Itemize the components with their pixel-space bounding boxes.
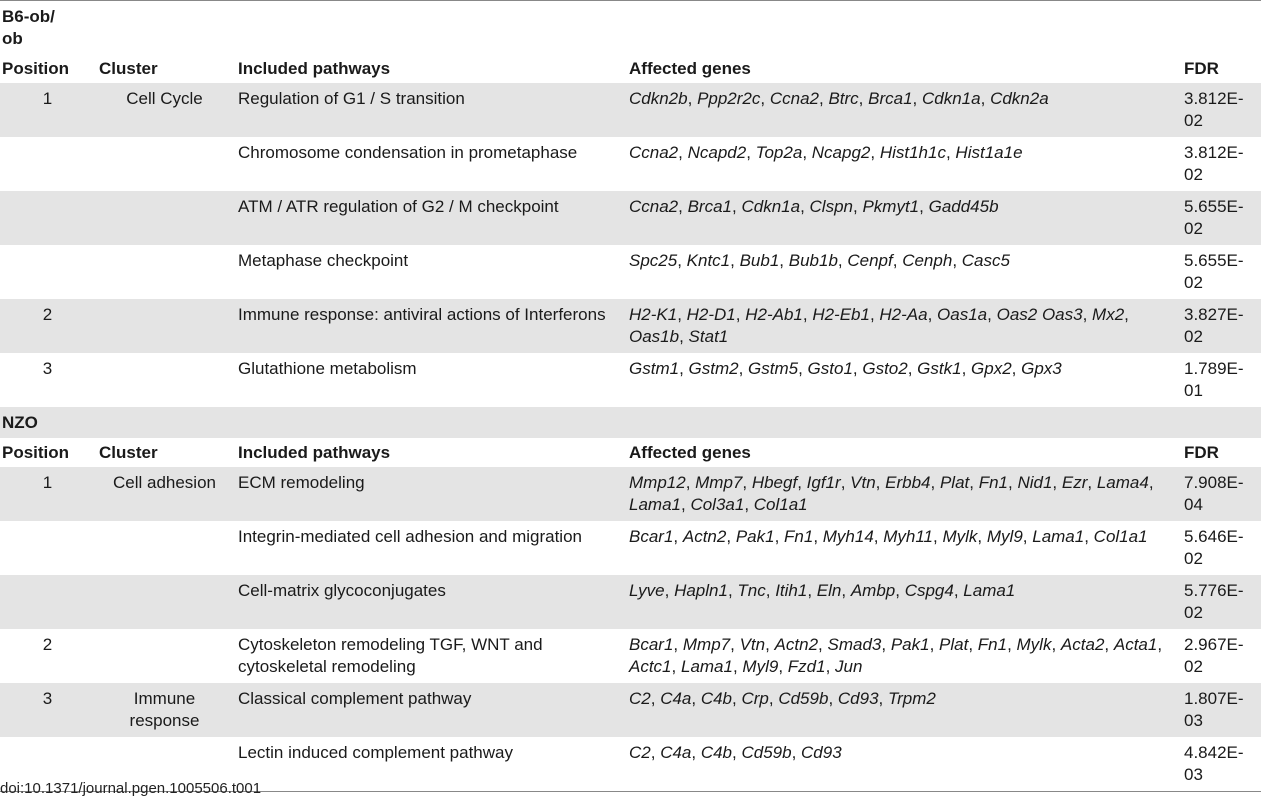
gene-name: Cd93: [837, 689, 879, 708]
fdr-cell: 5.646E-02: [1184, 527, 1244, 568]
gene-name: Hist1h1c: [879, 143, 946, 162]
pathway-cell: Cytoskeleton remodeling TGF, WNT and cytoskeletal remodeling: [238, 635, 543, 676]
pathway-cell: Integrin-mediated cell adhesion and migration: [238, 527, 582, 546]
cluster-cell: Cell adhesion: [95, 467, 234, 521]
gene-name: Spc25: [629, 251, 678, 270]
position-cell: [0, 245, 95, 299]
gene-name: Pak1: [735, 527, 775, 546]
gene-name: Mmp12: [629, 473, 686, 492]
position-cell: 2: [42, 635, 53, 654]
section-title-row: [0, 407, 1261, 438]
affected-genes-cell: Gstm1, Gstm2, Gstm5, Gsto1, Gsto2, Gstk1, Gpx2, Gpx3: [629, 359, 1062, 378]
position-cell: [0, 137, 95, 191]
pathway-cell: Glutathione metabolism: [238, 359, 417, 378]
gene-name: Oas2 Oas3: [996, 305, 1083, 324]
gene-name: C4b: [700, 689, 733, 708]
gene-name: Myl9: [986, 527, 1023, 546]
gene-name: Actn2: [682, 527, 727, 546]
gene-name: Col1a1: [753, 495, 808, 514]
gene-name: Gadd45b: [928, 197, 999, 216]
gene-name: Gstm2: [688, 359, 739, 378]
gene-name: Lama1: [1032, 527, 1085, 546]
fdr-cell: 2.967E-02: [1184, 635, 1244, 676]
gene-name: Gpx3: [1021, 359, 1062, 378]
gene-name: Cdkn2b: [629, 89, 688, 108]
affected-genes-cell: Lyve, Hapln1, Tnc, Itih1, Eln, Ambp, Cspg4, Lama1: [625, 575, 1180, 629]
gene-name: Bub1: [739, 251, 780, 270]
gene-name: Fn1: [784, 527, 814, 546]
table-row: [0, 83, 1261, 137]
gene-name: Oas1b: [629, 327, 680, 346]
table-row: [0, 299, 1261, 353]
section-title: B6-ob/ ob: [2, 7, 55, 48]
position-cell: [0, 191, 95, 245]
gene-name: Jun: [835, 657, 863, 676]
gene-name: Ambp: [850, 581, 896, 600]
gene-name: Bcar1: [629, 635, 674, 654]
gene-name: Acta2: [1060, 635, 1105, 654]
pathway-cell: ECM remodeling: [234, 467, 625, 521]
gene-name: Kntc1: [686, 251, 731, 270]
gene-name: Gstm1: [629, 359, 680, 378]
fdr-cell: 7.908E-04: [1180, 467, 1261, 521]
table-body: [0, 1, 1261, 791]
gene-name: Lama1: [680, 657, 733, 676]
gene-name: C2: [629, 689, 651, 708]
gene-name: Pkmyt1: [862, 197, 920, 216]
section-title-row: [0, 1, 1261, 54]
affected-genes-cell: Mmp12, Mmp7, Hbegf, Igf1r, Vtn, Erbb4, Plat, Fn1, Nid1, Ezr, Lama4, Lama1, Col3a1, Col1a1: [625, 467, 1180, 521]
gene-name: Ccna2: [629, 143, 679, 162]
column-header-row: [0, 54, 1261, 83]
gene-name: Actc1: [629, 657, 672, 676]
gene-name: Ppp2r2c: [697, 89, 761, 108]
table-row: [0, 467, 1261, 521]
fdr-cell: 5.655E-02: [1184, 251, 1244, 292]
gene-name: Igf1r: [806, 473, 841, 492]
gene-name: Gsto1: [807, 359, 853, 378]
pathway-cell: ATM / ATR regulation of G2 / M checkpoint: [234, 191, 625, 245]
column-header: Affected genes: [629, 59, 751, 78]
gene-name: Bub1b: [788, 251, 838, 270]
table-row: [0, 245, 1261, 299]
cluster-cell: [95, 191, 234, 245]
position-cell: 2: [0, 299, 95, 353]
column-header: FDR: [1184, 59, 1219, 78]
fdr-cell: 1.807E-03: [1180, 683, 1261, 737]
gene-name: C4a: [660, 689, 692, 708]
gene-name: Bcar1: [629, 527, 674, 546]
position-cell: [0, 575, 95, 629]
column-header: FDR: [1184, 443, 1219, 462]
pathway-cell: Cell-matrix glycoconjugates: [234, 575, 625, 629]
gene-name: Crp: [741, 689, 769, 708]
pathway-cell: Classical complement pathway: [234, 683, 625, 737]
gene-name: C2: [629, 743, 651, 762]
column-header: Position: [2, 443, 70, 462]
affected-genes-cell: C2, C4a, C4b, Crp, Cd59b, Cd93, Trpm2: [625, 683, 1180, 737]
gene-name: Ccna2: [769, 89, 819, 108]
gene-name: Gstk1: [917, 359, 962, 378]
gene-name: H2-Eb1: [812, 305, 870, 324]
column-header: Affected genes: [629, 443, 751, 462]
gene-name: Ncapd2: [687, 143, 747, 162]
gene-name: Mylk: [942, 527, 978, 546]
column-header: Cluster: [99, 443, 158, 462]
gene-name: H2-Aa: [879, 305, 928, 324]
affected-genes-cell: Cdkn2b, Ppp2r2c, Ccna2, Btrc, Brca1, Cdkn1a, Cdkn2a: [625, 83, 1180, 137]
gene-name: Myl9: [742, 657, 779, 676]
gene-name: Erbb4: [885, 473, 931, 492]
affected-genes-cell: H2-K1, H2-D1, H2-Ab1, H2-Eb1, H2-Aa, Oas1a, Oas2 Oas3, Mx2, Oas1b, Stat1: [625, 299, 1180, 353]
gene-name: Cd59b: [778, 689, 829, 708]
column-header-row: [0, 438, 1261, 467]
pathway-cell: Lectin induced complement pathway: [238, 743, 513, 762]
gene-name: Clspn: [809, 197, 853, 216]
pathway-enrichment-table: [0, 1, 1261, 791]
pathway-cell: Immune response: antiviral actions of Interferons: [234, 299, 625, 353]
gene-name: Stat1: [688, 327, 729, 346]
gene-name: Cd93: [801, 743, 842, 762]
gene-name: Trpm2: [887, 689, 936, 708]
table-row: [0, 575, 1261, 629]
gene-name: Fn1: [978, 473, 1008, 492]
position-cell: 1: [0, 467, 95, 521]
gene-name: Mx2: [1092, 305, 1125, 324]
gene-name: Mmp7: [695, 473, 743, 492]
gene-name: Hapln1: [674, 581, 728, 600]
position-cell: 3: [0, 683, 95, 737]
gene-name: Col3a1: [690, 495, 745, 514]
column-header: Included pathways: [238, 59, 391, 78]
gene-name: Lyve: [629, 581, 665, 600]
gene-name: Brca1: [868, 89, 913, 108]
gene-name: Gpx2: [971, 359, 1012, 378]
gene-name: H2-Ab1: [745, 305, 803, 324]
gene-name: Vtn: [739, 635, 766, 654]
gene-name: Nid1: [1017, 473, 1053, 492]
table-row: [0, 191, 1261, 245]
gene-name: H2-D1: [686, 305, 736, 324]
gene-name: Cenph: [902, 251, 953, 270]
gene-name: Mylk: [1016, 635, 1052, 654]
fdr-cell: 4.842E-03: [1184, 743, 1244, 784]
gene-name: Cd59b: [741, 743, 792, 762]
position-cell: 1: [0, 83, 95, 137]
column-header: Position: [2, 59, 70, 78]
cluster-cell: Immune response: [95, 683, 234, 737]
gene-name: Ccna2: [629, 197, 679, 216]
gene-name: Cspg4: [904, 581, 954, 600]
section-title: NZO: [2, 413, 38, 432]
gene-name: Gstm5: [748, 359, 799, 378]
affected-genes-cell: Ccna2, Ncapd2, Top2a, Ncapg2, Hist1h1c, Hist1a1e: [629, 143, 1023, 162]
gene-name: Hbegf: [751, 473, 798, 492]
gene-name: Eln: [816, 581, 842, 600]
gene-name: C4a: [660, 743, 692, 762]
gene-name: C4b: [700, 743, 733, 762]
column-header: Cluster: [99, 59, 158, 78]
gene-name: Btrc: [828, 89, 859, 108]
table-row: [0, 683, 1261, 737]
gene-name: Col1a1: [1093, 527, 1148, 546]
affected-genes-cell: C2, C4a, C4b, Cd59b, Cd93: [629, 743, 842, 762]
cluster-cell: [95, 575, 234, 629]
cluster-cell: [95, 521, 234, 575]
gene-name: Casc5: [961, 251, 1010, 270]
table-row: [0, 521, 1261, 575]
gene-name: Fzd1: [787, 657, 826, 676]
gene-name: Mmp7: [682, 635, 731, 654]
gene-name: Myh14: [822, 527, 874, 546]
fdr-cell: 5.776E-02: [1180, 575, 1261, 629]
gene-name: Cenpf: [847, 251, 893, 270]
table-doi-footnote: doi:10.1371/journal.pgen.1005506.t001: [0, 780, 262, 797]
fdr-cell: 3.812E-02: [1184, 143, 1244, 184]
fdr-cell: 3.812E-02: [1180, 83, 1261, 137]
gene-name: Gsto2: [862, 359, 908, 378]
gene-name: Oas1a: [937, 305, 988, 324]
gene-name: Vtn: [850, 473, 876, 492]
cluster-cell: Cell Cycle: [95, 83, 234, 137]
gene-name: Top2a: [755, 143, 803, 162]
gene-name: Ncapg2: [811, 143, 871, 162]
cluster-cell: [95, 629, 234, 683]
gene-name: Cdkn1a: [922, 89, 981, 108]
gene-name: Actn2: [774, 635, 819, 654]
position-cell: [0, 521, 95, 575]
table-row: [0, 137, 1261, 191]
gene-name: Cdkn1a: [741, 197, 801, 216]
gene-name: Lama1: [629, 495, 681, 514]
gene-name: Plat: [939, 473, 970, 492]
gene-name: Lama1: [963, 581, 1016, 600]
pathway-cell: Regulation of G1 / S transition: [234, 83, 625, 137]
cluster-cell: [95, 299, 234, 353]
gene-name: Acta1: [1113, 635, 1158, 654]
gene-name: Tnc: [737, 581, 766, 600]
gene-name: Ezr: [1061, 473, 1088, 492]
cluster-cell: [95, 137, 234, 191]
pathway-cell: Chromosome condensation in prometaphase: [238, 143, 578, 162]
gene-name: Plat: [939, 635, 969, 654]
gene-name: Cdkn2a: [990, 89, 1049, 108]
column-header: Included pathways: [238, 443, 391, 462]
gene-name: Lama4: [1096, 473, 1149, 492]
fdr-cell: 3.827E-02: [1180, 299, 1261, 353]
pathway-cell: Metaphase checkpoint: [238, 251, 409, 270]
cluster-cell: [95, 353, 234, 407]
affected-genes-cell: Ccna2, Brca1, Cdkn1a, Clspn, Pkmyt1, Gadd45b: [625, 191, 1180, 245]
position-cell: 3: [42, 359, 53, 378]
affected-genes-cell: Spc25, Kntc1, Bub1, Bub1b, Cenpf, Cenph, Casc5: [629, 251, 1010, 270]
affected-genes-cell: Bcar1, Actn2, Pak1, Fn1, Myh14, Myh11, Mylk, Myl9, Lama1, Col1a1: [629, 527, 1148, 546]
fdr-cell: 5.655E-02: [1180, 191, 1261, 245]
cluster-cell: [95, 245, 234, 299]
fdr-cell: 1.789E-01: [1184, 359, 1244, 400]
gene-name: H2-K1: [629, 305, 678, 324]
gene-name: Hist1a1e: [955, 143, 1023, 162]
gene-name: Myh11: [883, 527, 934, 546]
table-row: [0, 353, 1261, 407]
affected-genes-cell: Bcar1, Mmp7, Vtn, Actn2, Smad3, Pak1, Plat, Fn1, Mylk, Acta2, Acta1, Actc1, Lama1, Myl9, Fzd1, Jun: [629, 635, 1163, 676]
gene-name: Brca1: [687, 197, 733, 216]
table-row: [0, 629, 1261, 683]
gene-name: Fn1: [977, 635, 1008, 654]
gene-name: Smad3: [827, 635, 882, 654]
gene-name: Pak1: [890, 635, 930, 654]
gene-name: Itih1: [775, 581, 808, 600]
